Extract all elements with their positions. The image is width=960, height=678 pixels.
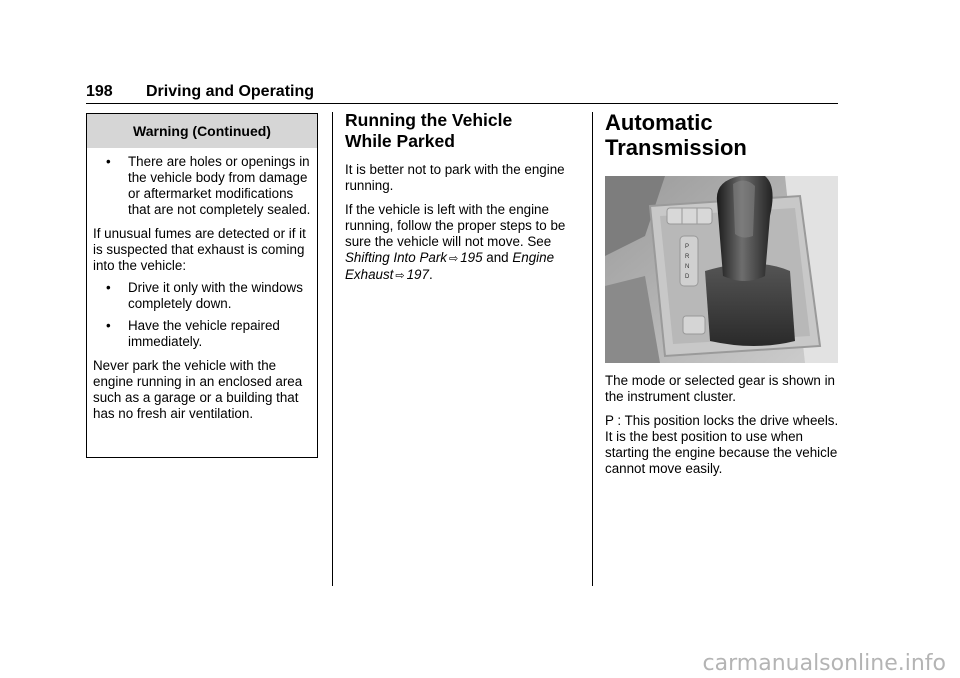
svg-text:P: P (685, 244, 690, 250)
automatic-text (605, 373, 840, 485)
svg-text:R: R (685, 254, 690, 260)
running-paragraph-2 (345, 202, 575, 284)
and-word: and (486, 250, 509, 265)
automatic-section (605, 110, 840, 160)
park-label: P : (605, 413, 622, 428)
page-ref-arrow-icon: ⇨ (395, 270, 405, 282)
page-ref-arrow-icon: ⇨ (448, 253, 459, 265)
gear-shifter-photo (605, 176, 838, 363)
bullet-text: There are holes or openings in the vehicle body from damage or aftermarket modifications that are not completely sealed. (128, 154, 311, 217)
running-paragraph-1: It is better not to park with the engine running. (345, 162, 565, 193)
page-number: 198 (86, 83, 113, 100)
automatic-paragraph-1: The mode or selected gear is shown in the instrument cluster. (605, 373, 835, 404)
page-header (86, 83, 838, 105)
warning-end-paragraph: Never park the vehicle with the engine running in an enclosed area such as a garage or a building that has no fresh air ventilation. (93, 358, 303, 421)
warning-box (86, 113, 318, 458)
automatic-heading-line2: Transmission (605, 135, 747, 160)
ref-page-195[interactable]: 195 (460, 250, 483, 265)
section-title: Driving and Operating (146, 83, 315, 100)
running-p2-text: If the vehicle is left with the engine running, follow the proper steps to be sure the vehicle will not move. See (345, 202, 566, 249)
bullet-text: Have the vehicle repaired immediately. (128, 318, 280, 349)
warning-body (87, 148, 317, 422)
bullet-icon: • (106, 280, 111, 295)
bullet-icon: • (106, 318, 111, 333)
warning-bullet-windows (93, 280, 311, 312)
svg-text:N: N (685, 264, 690, 270)
running-heading-line1: Running the Vehicle (345, 110, 513, 130)
warning-bullet-repair (93, 318, 311, 350)
column-divider-1 (332, 112, 333, 586)
svg-text:D: D (685, 274, 690, 280)
running-heading-line2: While Parked (345, 131, 455, 151)
automatic-heading (605, 110, 840, 160)
ref-page-197[interactable]: 197 (406, 267, 429, 282)
period: . (428, 267, 433, 282)
running-section (345, 110, 575, 292)
bullet-icon: • (106, 154, 111, 169)
column-divider-2 (592, 112, 593, 586)
watermark: carmanualsonline.info (702, 651, 946, 676)
bullet-text: Drive it only with the windows completely down. (128, 280, 303, 311)
header-rule (86, 103, 838, 104)
warning-bullet-openings (93, 154, 311, 218)
warning-title: Warning (Continued) (87, 114, 317, 148)
park-description: This position locks the drive wheels. It is the best position to use when starting the engine because the vehicle cannot move easily. (605, 413, 839, 476)
link-engine-exhaust[interactable]: Engine Exhaust (345, 250, 555, 282)
warning-fumes-paragraph: If unusual fumes are detected or if it is suspected that exhaust is coming into the vehicle: (93, 226, 306, 273)
automatic-park-paragraph (605, 413, 840, 477)
link-shifting-into-park[interactable]: Shifting Into Park (345, 250, 447, 265)
running-heading (345, 110, 575, 152)
automatic-heading-line1: Automatic (605, 110, 713, 135)
